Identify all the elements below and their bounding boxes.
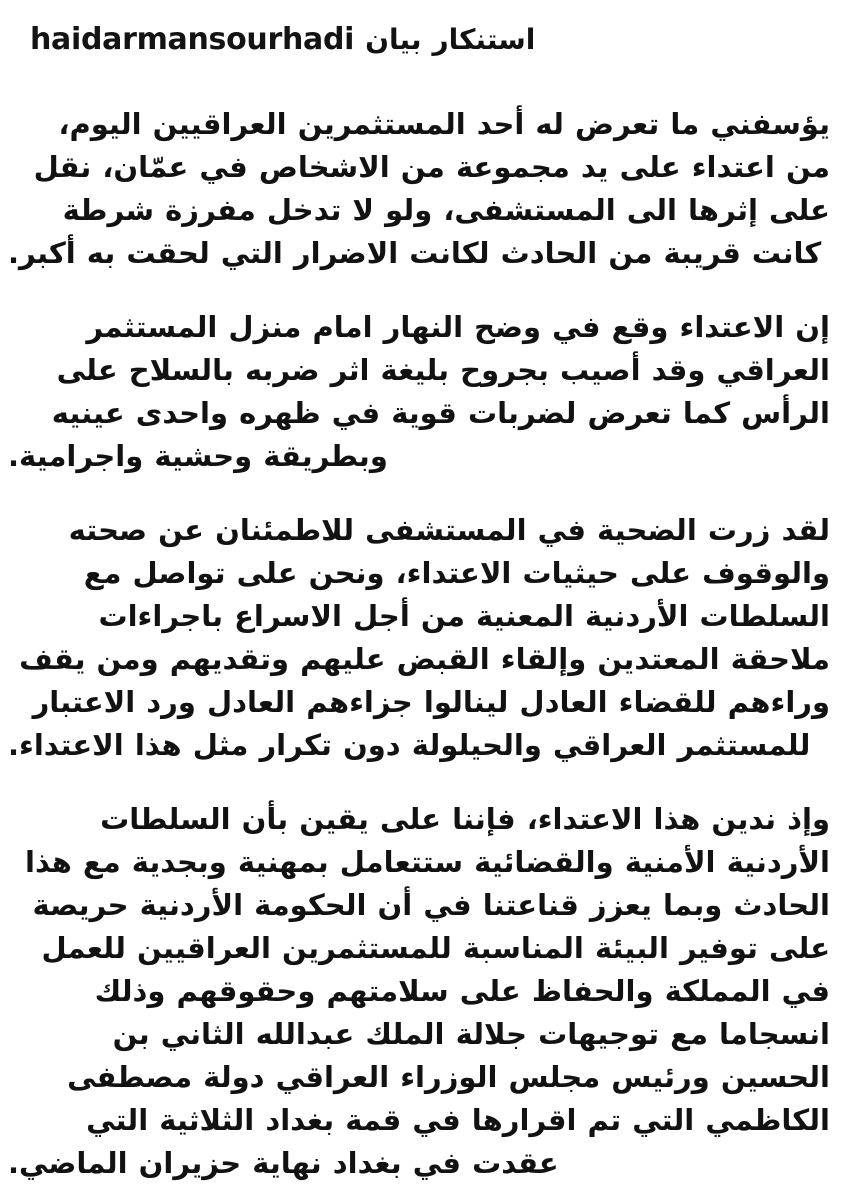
- paragraph-4: وإذ ندين هذا الاعتداء، فإننا على يقين بأن السلطات الأردنية الأمنية والقضائية ستتعامل بمهنية وبجدية مع هذا الحادث وبما يعزز قناعتنا في أن الحكومة الأردنية حريصة على توفير البيئة المناسبة للمستثمرين العراقيين للعمل في المملكة والحفاظ على سلامتهم وحقوقهم وذلك انسجاما مع توجيهات جلالة الملك عبدالله الثاني بن الحسين ورئيس مجلس الوزراء العراقي دولة مصطفى الكاظمي التي تم اقرارها في قمة بغداد الثلاثية التي عقدت في بغداد نهاية حزيران الماضي.: [8, 802, 830, 1180]
- username[interactable]: haidarmansourhadi: [30, 22, 355, 57]
- caption-title-word-1: بيان: [365, 23, 422, 56]
- caption-header: [30, 22, 822, 57]
- caption-title-word-2: استنكار: [432, 23, 536, 56]
- paragraph-1: يؤسفني ما تعرض له أحد المستثمرين العراقيين اليوم، من اعتداء على يد مجموعة من الاشخاص في عمّان، نقل على إثرها الى المستشفى، ولو لا تدخل مفرزة شرطة كانت قريبة من الحادث لكانت الاضرار التي لحقت به أكبر.: [8, 107, 830, 270]
- paragraph-3: لقد زرت الضحية في المستشفى للاطمئنان عن صحته والوقوف على حيثيات الاعتداء، ونحن على تواصل مع السلطات الأردنية المعنية من أجل الاسراع باجراءات ملاحقة المعتدين وإلقاء القبض عليهم وتقديهم ومن يقف وراءهم للقضاء العادل لينالوا جزاءهم العادل ورد الاعتبار للمستثمر العراقي والحيلولة دون تكرار مثل هذا الاعتداء.: [8, 513, 830, 762]
- statement-body: [0, 103, 850, 1185]
- paragraph-2: إن الاعتداء وقع في وضح النهار امام منزل المستثمر العراقي وقد أصيب بجروح بليغة اثر ضربه بالسلاح على الرأس كما تعرض لضربات قوية في ظهره واحدى عينيه وبطريقة وحشية واجرامية.: [8, 310, 830, 473]
